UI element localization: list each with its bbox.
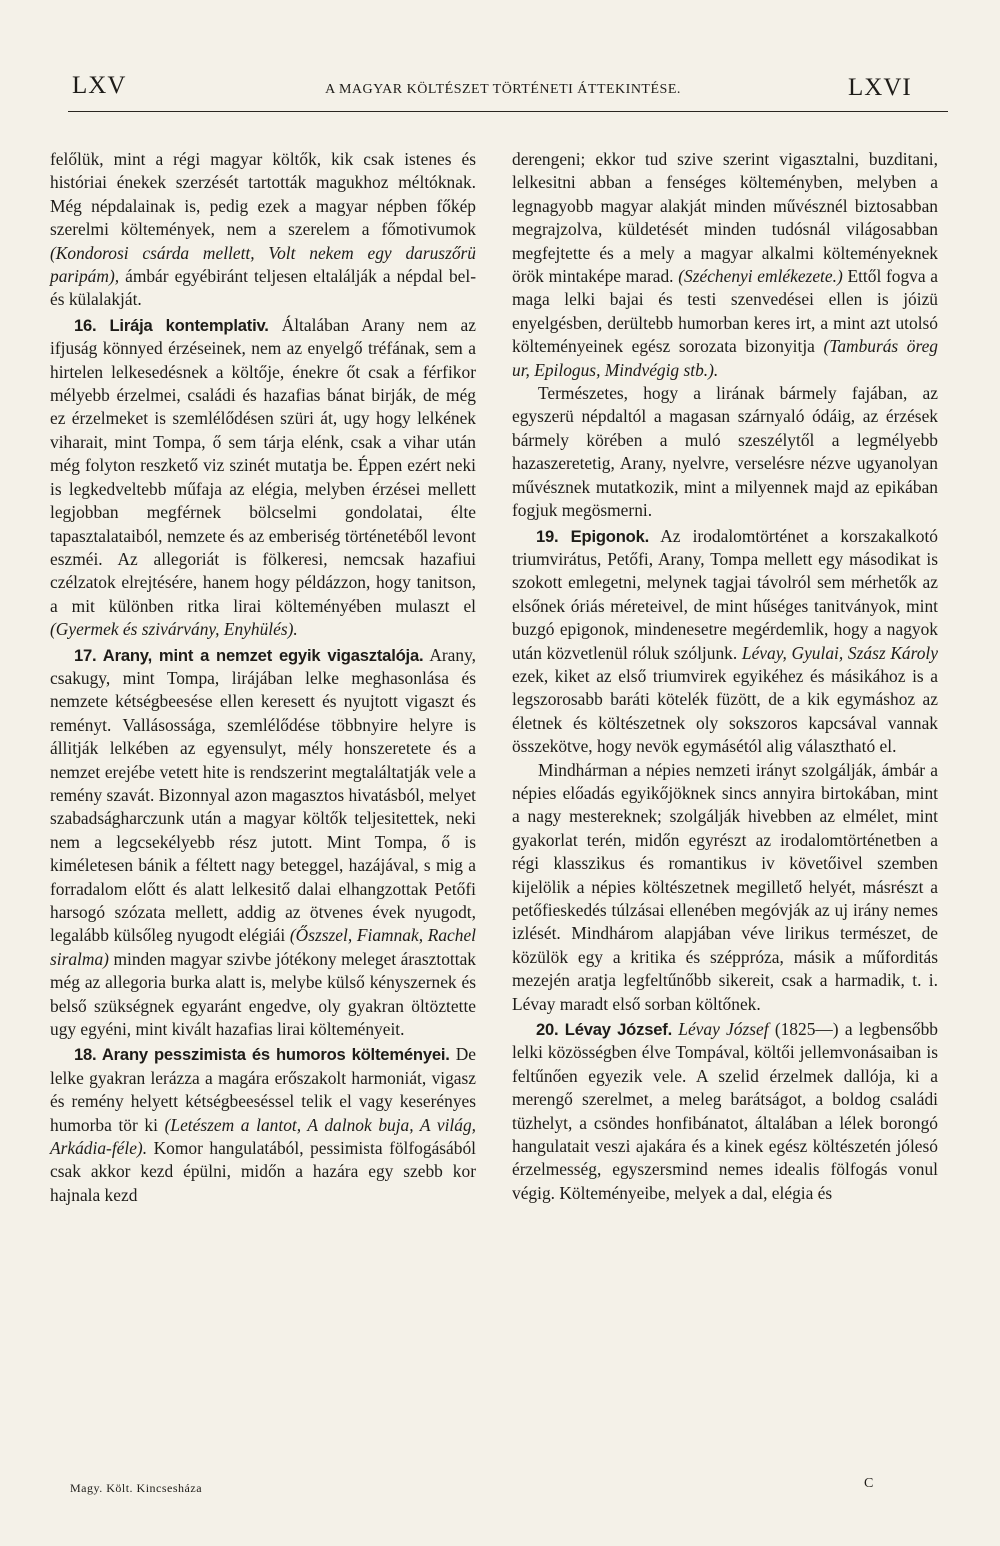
section-heading-19: 19. Epigonok. [536,526,650,546]
section-17: 17. Arany, mint a nemzet egyik vigasztalója. Arany, csakugy, mint Tompa, lirájában lelke meghasonlása és nemzete kétségbeesése ellen keresett és nyujtott vigaszt és reményt. Vallásossága, szemlélődése többnyire helyre is állitják lelkében az egyensulyt, mély honszeretete és a nemzet erejébe vetett hite is rendszerint megtaláltatják vele a remény szavát. Bizonnyal azon magasztos hivatásból, melyet szabadságharczunk után a magyar költők teljesitettek, neki nem a legcsekélyebb rész jutott. Mint Tompa, ő is kiméletesen bánik a féltett nagy beteggel, hazájával, s mig a forradalom előtt és alatt lelkesitő dalai elhangzottak Petőfi harsogó szózata mellett, addig az ötvenes évek nyugodt, legalább külsőleg nyugodt elégiái (Őszszel, Fiamnak, Rachel siralma) minden magyar szivbe jótékony meleget árasztottak még az allegoria burka alatt is, melybe külső kényszernek és belső szükségnek egyaránt engedve, oly gyakran öltöztette ugy egyéni, mint kivált hazafias lirai költeményeit. [50,644,477,1040]
header-rule [68,111,948,112]
paragraph-termeszetes: Természetes, hogy a lirának bármely fajában, az egyszerü népdaltól a magasan szárnyaló ódáig, az érzések bármely körében a muló szeszélytől a legmélyebb hazaszeretetig, Arany, nyelvre, verselésre nézve ugyanolyan művésznek mutatkozik, mint a milyennek majd az epikában fogjuk megösmerni. [512,383,938,521]
paragraph-continuation: derengeni; ekkor tud szive szerint vigasztalni, buzditani, lelkesitni abban a fenséges költeményben, melyben a legnagyobb magyar alakját minden művésznél biztosabban megrajzolva, küldetését minden tudósnál világosabban megfejtette és a mely a magyar alkalmi költeményeknek örök mintaképe marad. (Széchenyi emlékezete.) Ettől fogva a maga lelki bajai és testi szenvedései ellen is jóizü enyelgésben, derültebb humorban keres irt, a mint azt utolsó költeményeinek egész sorozata bizonyitja (Tamburás öreg ur, Epilogus, Mindvégig stb.). [512,149,938,380]
section-19: 19. Epigonok. Az irodalomtörténet a korszakalkotó triumvirátus, Petőfi, Arany, Tompa mellett egy másodikat is szokott emlegetni, melynek tagjai távolról sem mérhetők az elsőnek óriás méreteivel, de mint hűséges tanitványok, mint buzgó epigonok, mindenesetre megérdemlik, hogy a nagyok után közvetlenül róluk szóljunk. Lévay, Gyulai, Szász Károly ezek, kiket az első triumvirek egyikéhez és másikához is a legszorosabb baráti kötelék füzött, de a kik egymáshoz az életnek és költészetnek oly sokszoros kapcsával vannak összekötve, hogy nevök egymásétól alig választható el. [512,525,938,757]
section-heading-20: 20. Lévay József. [536,1020,673,1040]
right-column [512,148,938,1205]
section-20: 20. Lévay József. Lévay József (1825—) a legbensőbb lelki közösségben élve Tompával, költői jellemvonásaiban is feltűnően egyezik vele. A szelid érzelmek dallója, ki a merengő szerelmet, a meleg barátságot, a boldog családi tüzhelyt, a csöndes honfibánatot, általában a lélek borongó hangulatait veszi ajakára és a kinek egész költészetén jólesó érzelmesség, egyszersmind nemes idealis fölfogás vonul végig. Költeményeibe, melyek a dal, elégia és [512,1019,938,1203]
section-18: 18. Arany pesszimista és humoros költeményei. De lelke gyakran lerázza a magára erőszakolt harmoniát, vigasz és remény helyett kétségbeeséssel telik el vagy keserényes humorba tör ki (Letészem a lantot, A dalnok buja, A világ, Arkádia-féle). Komor hangulatából, pessimista fölfogásából csak akkor kezd épülni, midőn a hazára egy szebb kor hajnala kezd [50,1044,476,1205]
paragraph-opening: felőlük, mint a régi magyar költők, kik csak istenes és históriai énekek szerzését tartották magukhoz méltóknak. Még népdalainak is, pedig ezek a magyar népben főkép szerelmi költemények, nem a szerelem a főmotivumok (Kondorosi csárda mellett, Volt nekem egy daruszőrü paripám), ámbár egyébiránt teljesen eltalálják a népdal bel- és külalakját. [50,149,476,310]
section-heading-17: 17. Arany, mint a nemzet egyik vigasztalója. [74,645,424,665]
page-number-right: LXVI [848,74,912,101]
footer-signature: Magy. Költ. Kincsesháza [70,1481,203,1495]
section-heading-18: 18. Arany pesszimista és humoros költeményei. [74,1045,450,1065]
running-title: A MAGYAR KÖLTÉSZET TÖRTÉNETI ÁTTEKINTÉSE. [325,82,681,97]
page-number-left: LXV [72,72,127,99]
footer-sheet-mark: C [864,1476,874,1491]
left-column [50,148,476,1207]
page-header [0,0,1000,118]
section-16: 16. Lirája kontemplativ. Általában Arany nem az ifjuság könnyed érzéseinek, nem az enyelgő tréfának, sem a hirtelen lelkesedésnek a költője, énekre őt csak a férfikor mélyebb érzelmei, családi és hazafias bánat birják, de még ez érzelmeket is szemlélődésen szüri át, ugy hogy lelkének viharait, mint Tompa, ő sem tárja elénk, csak a vihar után még folyton reszkető viz szinét mutatja be. Éppen ezért neki is legkedveltebb műfaja az elégia, melyben érzései mellett legjobban megférnek bölcselmi gondolatai, élte tapasztalataiból, nemzete és az emberiség történetéből levont eszméi. Az allegoriát is fölkeresi, nemcsak hazafiui czélzatok elrejtésére, hanem hogy példázzon, hogy tanitson, a mit különben ritka lirai költeményében mulaszt el (Gyermek és szivárvány, Enyhülés). [50,314,476,640]
paragraph-mindharman: Mindhárman a népies nemzeti irányt szolgálják, ámbár a népies előadás egyikőjöknek sincs annyira birtokában, mint a nagy mestereknek; szolgálják hivebben az elmélet, mint gyakorlat terén, midőn egyrészt az irodalomtörténetben a régi klasszikus és romantikus iv követőivel szemben kijelölik a népies költészetnek megillető helyét, másrészt a petőfieskedés túlzásai ellenében megóvják az uj irány nemes izlését. Mindhárom alapjában véve lirikus természet, de közülök egy a kritika és széppróza, másik a műforditás mezején aratja legfeltűnőbb sikereit, csak a harmadik, t. i. Lévay maradt első sorban költőnek. [512,759,938,1014]
section-heading-16: 16. Lirája kontemplativ. [74,315,269,335]
